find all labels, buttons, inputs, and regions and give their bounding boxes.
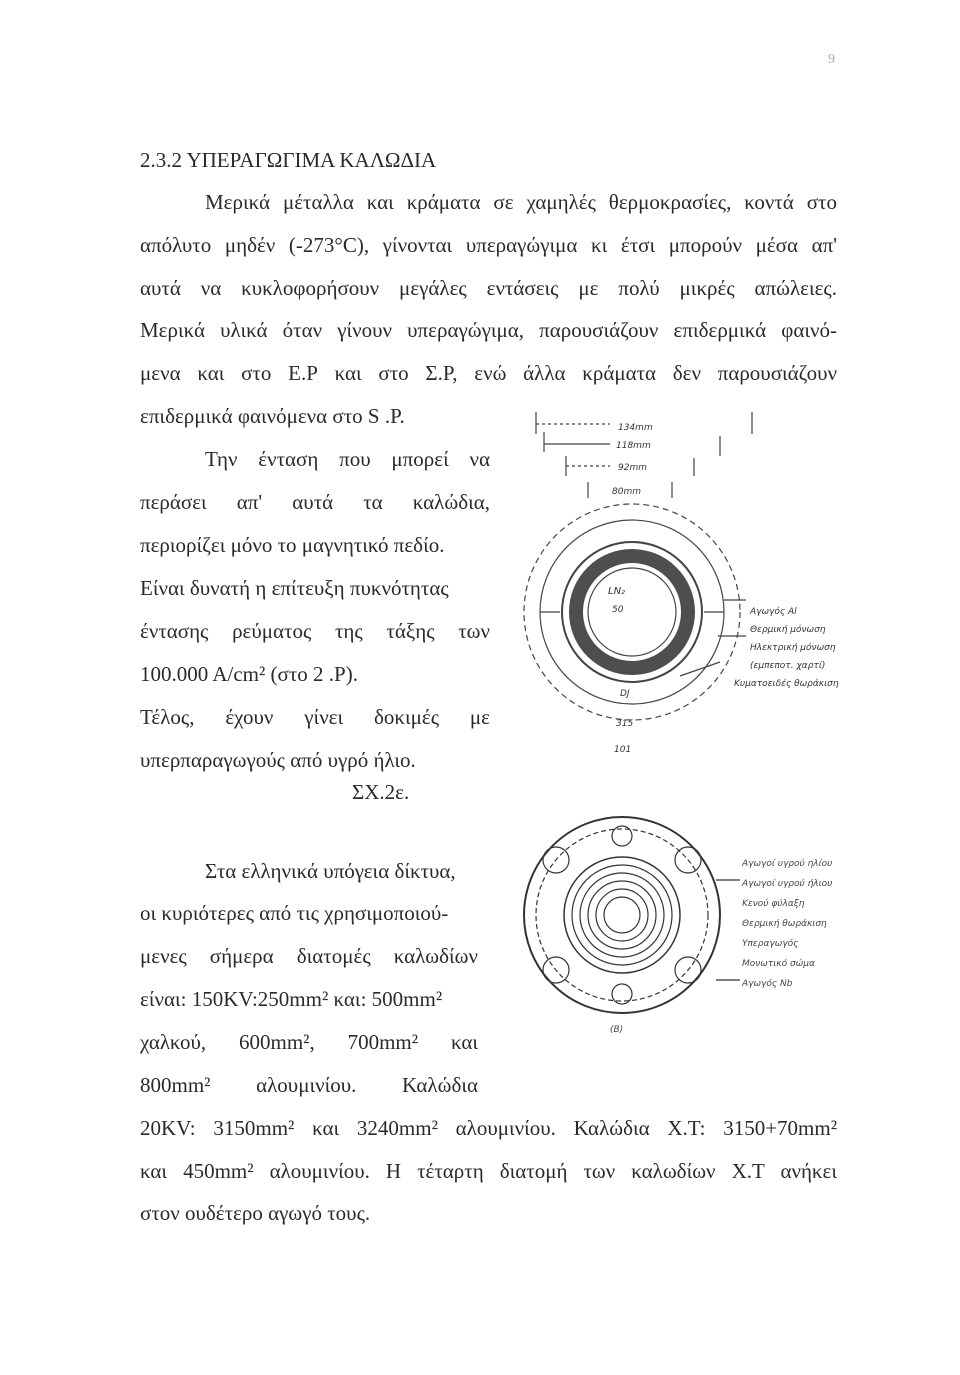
para3-line: στον ουδέτερο αγωγό τους. [140,1201,371,1225]
dim-118: 118mm [616,441,651,451]
para3-line: 20KV: 3150mm² και 3240mm² αλουμινίου. Καλώδια Χ.Τ: 3150+70mm² [140,1116,837,1140]
cable-cross-section-figure [520,400,940,770]
legend-item: Θερμική θωράκιση [742,919,827,929]
bottom-label: DJ [620,689,630,699]
para3-line: 800mm² αλουμινίου. Καλώδια [140,1073,478,1097]
legend-item: Κυματοειδές θωράκιση [734,679,839,689]
para2-line: Τέλος, έχουν γίνει δοκιμές με [140,705,490,729]
legend-item: Αγωγοί υγρού ήλιου [742,879,833,889]
legend-item: Αγωγός Al [750,607,797,617]
para3-line: Στα ελληνικά υπόγεια δίκτυα, [205,859,456,883]
para2-line: Την ένταση που μπορεί να [205,447,490,471]
para3-line: χαλκού, 600mm², 700mm² και [140,1030,478,1054]
page-number: 9 [828,52,835,67]
dim-134: 134mm [618,423,653,433]
para2-line: 100.000 A/cm² (στο 2 .P). [140,662,358,686]
para1-line: αυτά να κυκλοφορήσουν μεγάλες εντάσεις με πολύ μικρές απώλειες. [140,276,837,300]
figure-caption: ΣΧ.2ε. [352,780,410,804]
ln2-label: LN₂ [608,586,626,597]
legend-item: Μονωτικό σώμα [742,959,815,969]
dim-92: 92mm [618,463,647,473]
para1-line: Μερικά μέταλλα και κράματα σε χαμηλές θερμοκρασίες, κοντά στο [205,190,837,214]
figure2-label: (B) [610,1025,624,1035]
para1-line: απόλυτο μηδέν (-273°C), γίνονται υπεραγώγιμα κι έτσι μπορούν μέσα απ' [140,233,837,257]
bottom-label: 315 [616,719,634,729]
para2-line: Είναι δυνατή η επίτευξη πυκνότητας [140,576,449,600]
para3-line: και 450mm² αλουμινίου. Η τέταρτη διατομή των καλωδίων Χ.Τ ανήκει [140,1159,837,1183]
para2-line: περιορίζει μόνο το μαγνητικό πεδίο. [140,533,445,557]
para2-line: περάσει απ' αυτά τα καλώδια, [140,490,490,514]
para2-line: υπερπαραγωγούς από υγρό ήλιο. [140,748,416,772]
legend-item: Κενού φύλαξη [742,899,805,909]
legend-item: Αγωγός Nb [742,979,793,989]
section-heading: 2.3.2 ΥΠΕΡΑΓΩΓΙΜΑ ΚΑΛΩΔΙΑ [140,148,437,172]
para3-line: οι κυριότερες από τις χρησιμοποιού- [140,901,449,925]
para3-line: μενες σήμερα διατομές καλωδίων [140,944,478,968]
para1-line: μενα και στο Ε.Ρ και στο Σ.Ρ, ενώ άλλα κράματα δεν παρουσιάζουν [140,361,837,385]
bottom-label: 101 [614,745,632,755]
para1-line: Μερικά υλικά όταν γίνουν υπεραγώγιμα, παρουσιάζουν επιδερμικά φαινό- [140,318,837,342]
legend-item: Ηλεκτρική μόνωση [750,643,836,653]
para1-line: επιδερμικά φαινόμενα στο S .P. [140,404,405,428]
legend-item: Αγωγοί υγρού ηλίου [742,859,833,869]
para3-line: είναι: 150KV:250mm² και: 500mm² [140,987,443,1011]
para2-line: έντασης ρεύματος της τάξης των [140,619,490,643]
legend-item: Θερμική μόνωση [750,625,826,635]
inner-label: 50 [612,605,624,615]
dim-80: 80mm [612,487,641,497]
multi-conductor-cable-figure [510,810,940,1040]
legend-item: Υπεραγωγός [742,939,799,949]
legend-item: (εμπεποτ. χαρτί) [750,661,826,671]
